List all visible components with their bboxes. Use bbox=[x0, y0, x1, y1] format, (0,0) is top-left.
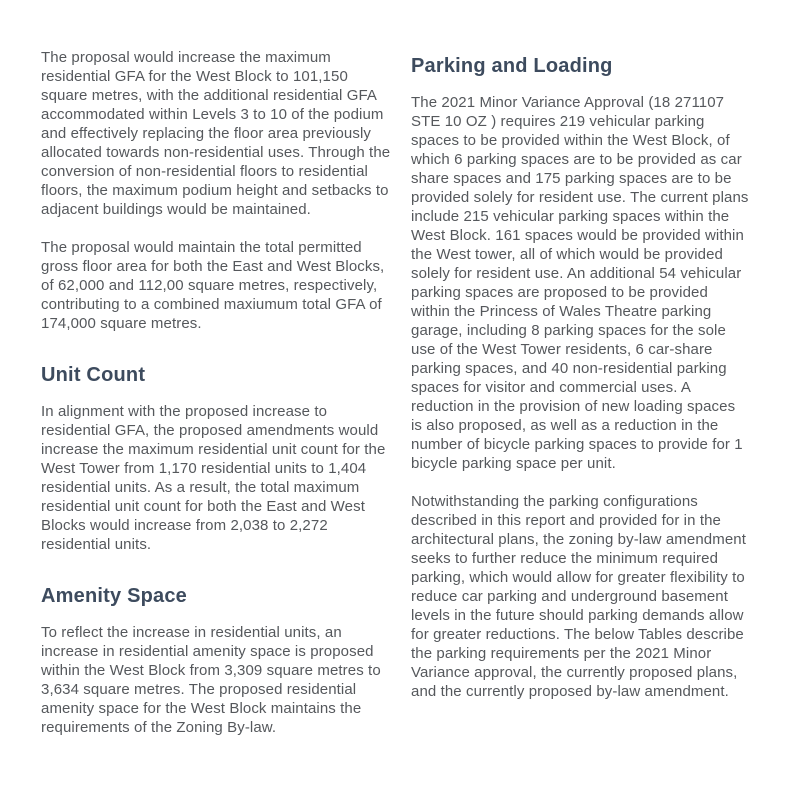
parking-paragraph-2: Notwithstanding the parking configurations described in this report and provided for in the architectural plans, the zoning by-law amendment seeks to further reduce the minimum required parking, which would allow for greater flexibility to reduce car parking and underground basement levels in the future should parking demands allow for greater reductions. The below Tables describe the parking requirements per the 2021 Minor Variance approval, the currently proposed plans, and the currently proposed by-law amendment. bbox=[411, 493, 746, 700]
left-column bbox=[41, 48, 393, 795]
unit-count-paragraph: In alignment with the proposed increase to residential GFA, the proposed amendments would increase the maximum residential unit count for the West Tower from 1,170 residential units to 1,404 residential units. As a result, the total maximum residential unit count for both the East and West Blocks would increase from 2,038 to 2,272 residential units. bbox=[41, 403, 386, 553]
amenity-space-heading: Amenity Space bbox=[41, 585, 187, 607]
right-column bbox=[411, 48, 749, 795]
amenity-space-paragraph: To reflect the increase in residential units, an increase in residential amenity space is proposed within the West Block from 3,309 square metres to 3,634 square metres. The proposed residential amenity space for the West Block maintains the requirements of the Zoning By-law. bbox=[41, 624, 381, 736]
unit-count-heading: Unit Count bbox=[41, 364, 146, 386]
intro-paragraph-1: The proposal would increase the maximum residential GFA for the West Block to 101,150 square metres, with the additional residential GFA accommodated within Levels 3 to 10 of the podium and effectively replacing the floor area previously allocated towards non-residential uses. Through the conversion of non-residential floors to residential floors, the maximum podium height and setbacks to adjacent buildings would be maintained. bbox=[41, 49, 391, 218]
parking-and-loading-heading: Parking and Loading bbox=[411, 55, 613, 77]
parking-paragraph-1: The 2021 Minor Variance Approval (18 271107 STE 10 OZ ) requires 219 vehicular parking spaces to be provided within the West Block, of which 6 parking spaces are to be provided as car share spaces and 175 parking spaces are to be provided solely for resident use. The current plans include 215 vehicular parking spaces within the West Block. 161 spaces would be provided within the West tower, all of which would be provided solely for resident use. An additional 54 vehicular parking spaces are proposed to be provided within the Princess of Wales Theatre parking garage, including 8 parking spaces for the sole use of the West Tower residents, 6 car-share parking spaces, and 40 non-residential parking spaces for visitor and commercial uses. A reduction in the provision of new loading spaces is also proposed, as well as a reduction in the number of bicycle parking spaces to provide for 1 bicycle parking space per unit. bbox=[411, 94, 749, 472]
intro-paragraph-2: The proposal would maintain the total permitted gross floor area for both the East and West Blocks, of 62,000 and 112,00 square metres, respectively, contributing to a combined maxiumum total GFA of 174,000 square metres. bbox=[41, 239, 385, 332]
